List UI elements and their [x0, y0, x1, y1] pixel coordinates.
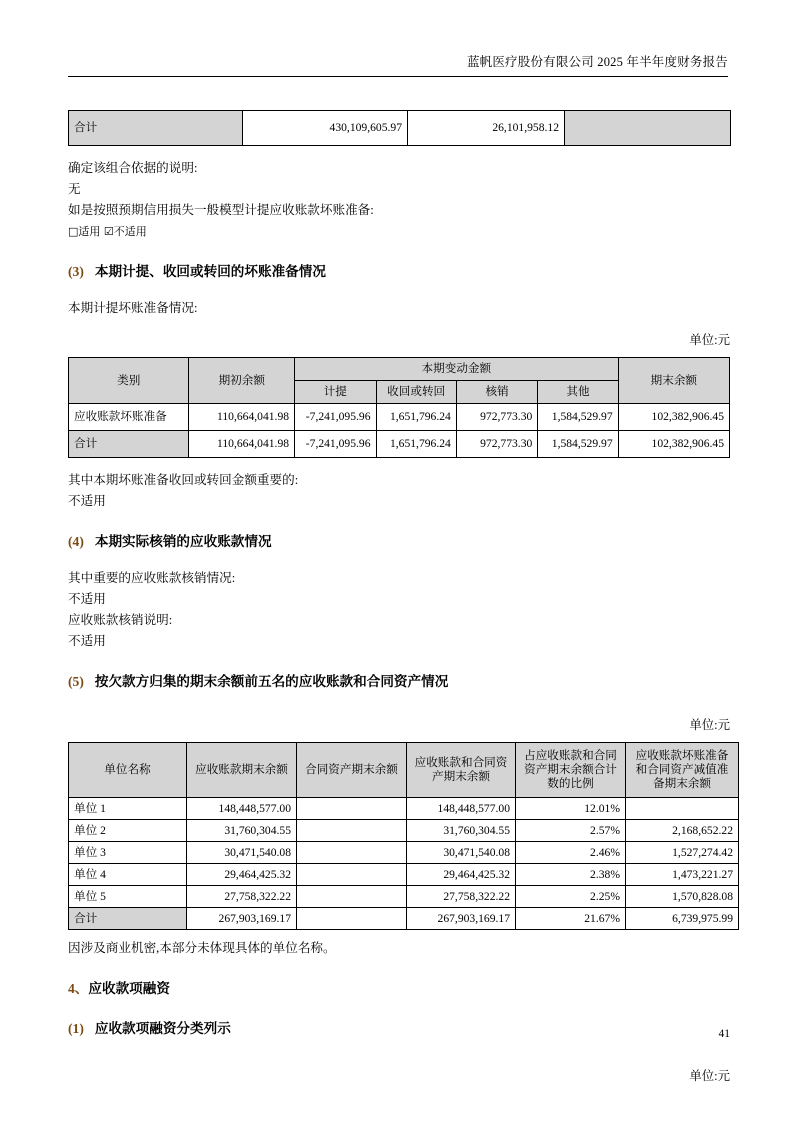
- row-bad-debt-provision: 6,739,975.99: [626, 908, 739, 930]
- row-contract-asset-closing: [297, 798, 407, 820]
- section-5-heading: [68, 672, 730, 692]
- row-provision: -7,241,095.96: [295, 431, 376, 458]
- row-ar-closing: 31,760,304.55: [187, 820, 297, 842]
- row-category: 应收账款坏账准备: [69, 404, 189, 431]
- header-other: 其他: [538, 381, 618, 404]
- applicable-checkbox-row[interactable]: □适用 ☑不适用: [68, 225, 147, 238]
- row-contract-asset-closing: [297, 908, 407, 930]
- section-4-line1-value: 不适用: [68, 592, 106, 606]
- row-recovery: 1,651,796.24: [376, 404, 456, 431]
- header-divider: [68, 76, 728, 77]
- basis-label: 确定该组合依据的说明:: [68, 161, 198, 175]
- header-closing-balance: 期末余额: [618, 358, 729, 404]
- table-row: [69, 842, 739, 864]
- row-opening-balance: 110,664,041.98: [189, 404, 295, 431]
- row-other: 1,584,529.97: [538, 404, 618, 431]
- row-ratio: 12.01%: [516, 798, 626, 820]
- header-ratio: 占应收账款和合同资产期末余额合计数的比例: [516, 743, 626, 798]
- row-ratio: 21.67%: [516, 908, 626, 930]
- row-write-off: 972,773.30: [456, 404, 537, 431]
- document-content: [68, 110, 733, 1085]
- row-closing-balance: 102,382,906.45: [618, 404, 729, 431]
- row-ar-closing: 148,448,577.00: [187, 798, 297, 820]
- row-entity: 单位 2: [69, 820, 187, 842]
- header-recovery: 收回或转回: [376, 381, 456, 404]
- header-ar-closing: 应收账款期末余额: [187, 743, 297, 798]
- item-4-sub1-number: (1): [68, 1021, 84, 1036]
- row-ratio: 2.38%: [516, 864, 626, 886]
- row-ar-and-contract-closing: 148,448,577.00: [407, 798, 516, 820]
- section-5-unit: 单位:元: [689, 718, 730, 732]
- section-3-after-label: 其中本期坏账准备收回或转回金额重要的:: [68, 473, 299, 487]
- total-value-1-cell: 430,109,605.97: [243, 111, 408, 146]
- header-ar-and-contract-closing: 应收账款和合同资产期末余额: [407, 743, 516, 798]
- row-ar-and-contract-closing: 267,903,169.17: [407, 908, 516, 930]
- table-header-row: [69, 358, 730, 381]
- row-bad-debt-provision: [626, 798, 739, 820]
- row-entity: 单位 3: [69, 842, 187, 864]
- item-4-title: 应收款项融资: [88, 981, 170, 996]
- header-contract-asset-closing: 合同资产期末余额: [297, 743, 407, 798]
- section-3-unit: 单位:元: [689, 333, 730, 347]
- table-row: [69, 908, 739, 930]
- row-ar-closing: 30,471,540.08: [187, 842, 297, 864]
- row-bad-debt-provision: 2,168,652.22: [626, 820, 739, 842]
- row-recovery: 1,651,796.24: [376, 431, 456, 458]
- section-4-line2-value: 不适用: [68, 634, 106, 648]
- row-closing-balance: 102,382,906.45: [618, 431, 729, 458]
- row-ratio: 2.57%: [516, 820, 626, 842]
- section-3-heading: [68, 262, 730, 282]
- row-ratio: 2.25%: [516, 886, 626, 908]
- header-opening-balance: 期初余额: [189, 358, 295, 404]
- row-contract-asset-closing: [297, 864, 407, 886]
- table-row: [69, 111, 731, 146]
- row-ar-and-contract-closing: 31,760,304.55: [407, 820, 516, 842]
- bad-debt-provision-table: [68, 357, 730, 458]
- header-write-off: 核销: [456, 381, 537, 404]
- row-bad-debt-provision: 1,570,828.08: [626, 886, 739, 908]
- table-row: [69, 820, 739, 842]
- header-bad-debt-provision: 应收账款坏账准备和合同资产减值准备期末余额: [626, 743, 739, 798]
- row-ar-closing: 267,903,169.17: [187, 908, 297, 930]
- item-4-sub1-heading: [68, 1019, 730, 1039]
- row-contract-asset-closing: [297, 820, 407, 842]
- total-value-3-cell: [565, 111, 731, 146]
- table-row: [69, 404, 730, 431]
- row-entity: 合计: [69, 908, 187, 930]
- table-header-row: [69, 743, 739, 798]
- row-ar-and-contract-closing: 27,758,322.22: [407, 886, 516, 908]
- section-4-heading: [68, 532, 730, 552]
- row-contract-asset-closing: [297, 842, 407, 864]
- row-bad-debt-provision: 1,473,221.27: [626, 864, 739, 886]
- combination-total-table: [68, 110, 731, 146]
- section-4-line1-label: 其中重要的应收账款核销情况:: [68, 571, 236, 585]
- section-3-after-value: 不适用: [68, 494, 106, 508]
- section-5-title: 按欠款方归集的期末余额前五名的应收账款和合同资产情况: [94, 674, 449, 689]
- row-opening-balance: 110,664,041.98: [189, 431, 295, 458]
- row-provision: -7,241,095.96: [295, 404, 376, 431]
- top-five-receivables-table: [68, 742, 739, 930]
- header-provision: 计提: [295, 381, 376, 404]
- section-4-title: 本期实际核销的应收账款情况: [94, 534, 272, 549]
- section-4-line2-label: 应收账款核销说明:: [68, 613, 173, 627]
- row-ar-and-contract-closing: 30,471,540.08: [407, 842, 516, 864]
- row-entity: 单位 4: [69, 864, 187, 886]
- item-4-heading: [68, 979, 730, 999]
- row-ar-and-contract-closing: 29,464,425.32: [407, 864, 516, 886]
- section-5-number: (5): [68, 674, 84, 689]
- total-value-2-cell: 26,101,958.12: [408, 111, 565, 146]
- item-4-sub1-title: 应收款项融资分类列示: [94, 1021, 231, 1036]
- table-row: [69, 431, 730, 458]
- basis-value: 无: [68, 182, 81, 196]
- section-5-footnote: 因涉及商业机密,本部分未体现具体的单位名称。: [68, 941, 336, 955]
- table-row: [69, 798, 739, 820]
- section-3-number: (3): [68, 264, 84, 279]
- row-ar-closing: 29,464,425.32: [187, 864, 297, 886]
- page-header-title: 蓝帆医疗股份有限公司 2025 年半年度财务报告: [466, 55, 728, 69]
- item-4-sub1-unit: 单位:元: [689, 1069, 730, 1083]
- general-model-label: 如是按照预期信用损失一般模型计提应收账款坏账准备:: [68, 203, 374, 217]
- row-ratio: 2.46%: [516, 842, 626, 864]
- item-4-number: 4、: [68, 981, 89, 996]
- header-category: 类别: [69, 358, 189, 404]
- header-entity: 单位名称: [69, 743, 187, 798]
- table-row: [69, 886, 739, 908]
- section-3-title: 本期计提、收回或转回的坏账准备情况: [94, 264, 326, 279]
- row-other: 1,584,529.97: [538, 431, 618, 458]
- row-bad-debt-provision: 1,527,274.42: [626, 842, 739, 864]
- section-3-intro: 本期计提坏账准备情况:: [68, 301, 198, 315]
- table-row: [69, 864, 739, 886]
- section-4-number: (4): [68, 534, 84, 549]
- total-label-cell: 合计: [69, 111, 243, 146]
- row-entity: 单位 1: [69, 798, 187, 820]
- row-contract-asset-closing: [297, 886, 407, 908]
- row-entity: 单位 5: [69, 886, 187, 908]
- row-write-off: 972,773.30: [456, 431, 537, 458]
- row-category: 合计: [69, 431, 189, 458]
- row-ar-closing: 27,758,322.22: [187, 886, 297, 908]
- header-change-group: 本期变动金额: [295, 358, 619, 381]
- page-number: 41: [718, 1028, 730, 1040]
